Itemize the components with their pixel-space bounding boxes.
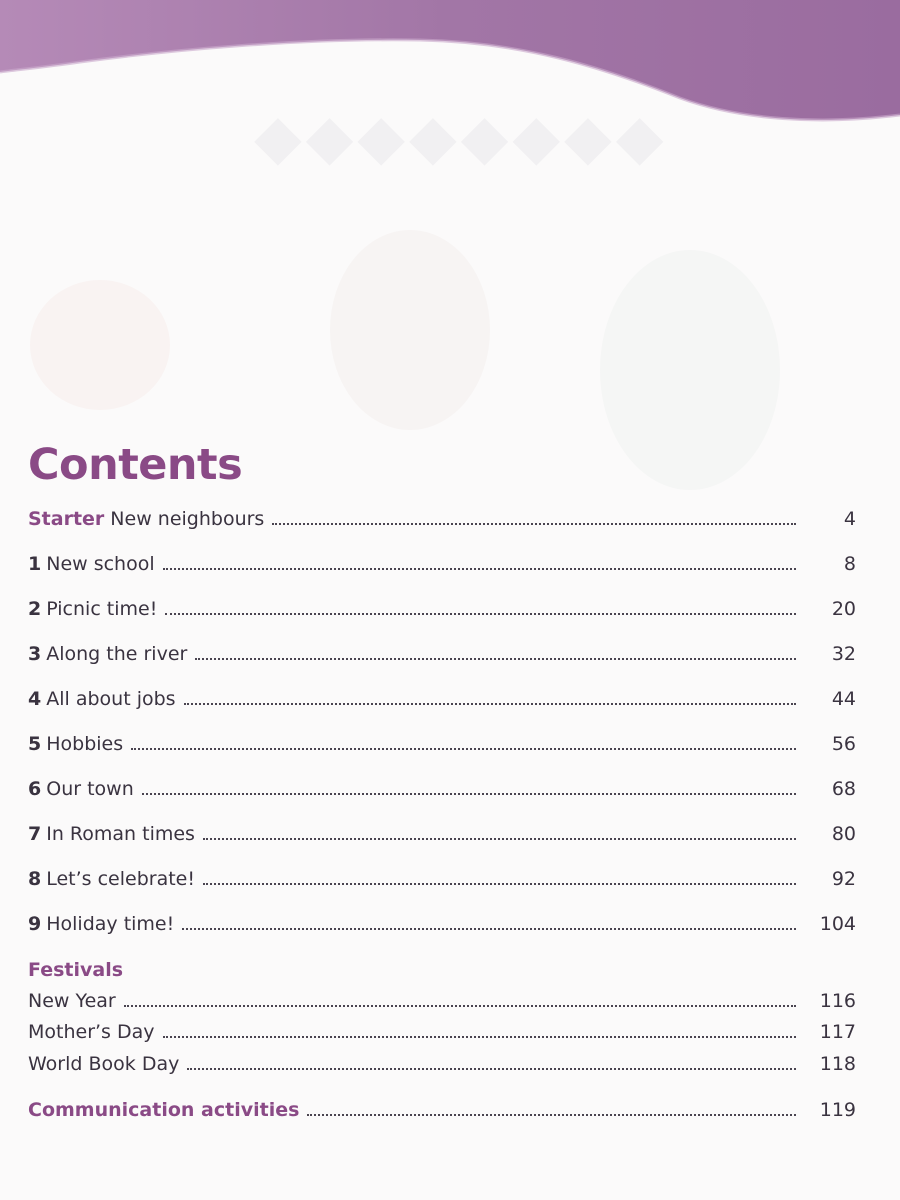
entry-title: All about jobs: [46, 688, 176, 710]
page-number: 117: [819, 1021, 856, 1043]
dot-leader: [163, 1036, 796, 1038]
dot-leader: [203, 883, 796, 885]
show-through-blob: [600, 250, 780, 490]
dot-leader: [272, 523, 796, 525]
page-number: 92: [831, 868, 856, 890]
page-number: 116: [819, 990, 856, 1012]
unit-number: 3: [28, 643, 42, 665]
toc-entry-unit[interactable]: [28, 778, 856, 800]
dot-leader: [184, 703, 796, 705]
entry-title: Along the river: [46, 643, 188, 665]
toc-entry-starter[interactable]: [28, 508, 856, 530]
page-title: Contents: [28, 440, 243, 490]
show-through-blob: [30, 280, 170, 410]
dot-leader: [307, 1114, 796, 1116]
page-number: 4: [843, 508, 856, 530]
page-number: 56: [831, 733, 856, 755]
page-number: 119: [819, 1099, 856, 1121]
toc-entry-festival[interactable]: [28, 990, 856, 1012]
unit-number: 5: [28, 733, 42, 755]
page-number: 20: [831, 598, 856, 620]
entry-title: New school: [46, 553, 155, 575]
show-through-artwork: ◆◆◆◆◆◆◆◆: [250, 100, 664, 173]
toc-entry-unit[interactable]: [28, 823, 856, 845]
unit-number: 9: [28, 913, 42, 935]
unit-number: 4: [28, 688, 42, 710]
entry-title: World Book Day: [28, 1053, 180, 1075]
dot-leader: [203, 838, 796, 840]
dot-leader: [187, 1068, 796, 1070]
show-through-blob: [330, 230, 490, 430]
toc-entry-unit[interactable]: [28, 598, 856, 620]
dot-leader: [165, 613, 796, 615]
entry-title: Communication activities: [28, 1099, 300, 1121]
entry-title: Picnic time!: [46, 598, 158, 620]
entry-title: Holiday time!: [46, 913, 175, 935]
unit-number: 6: [28, 778, 42, 800]
toc-entry-unit[interactable]: [28, 868, 856, 890]
dot-leader: [124, 1005, 796, 1007]
page-number: 118: [819, 1053, 856, 1075]
unit-number: 7: [28, 823, 42, 845]
toc-entry-unit[interactable]: [28, 688, 856, 710]
page-number: 44: [831, 688, 856, 710]
page-number: 68: [831, 778, 856, 800]
entry-title: Hobbies: [46, 733, 124, 755]
entry-title: Our town: [46, 778, 134, 800]
entry-title: New neighbours: [110, 508, 265, 530]
unit-number: 8: [28, 868, 42, 890]
starter-label: Starter: [28, 508, 105, 530]
dot-leader: [195, 658, 796, 660]
dot-leader: [142, 793, 796, 795]
toc-entry-unit[interactable]: [28, 733, 856, 755]
page-number: 32: [831, 643, 856, 665]
entry-title: Let’s celebrate!: [46, 868, 195, 890]
entry-title: Mother’s Day: [28, 1021, 155, 1043]
dot-leader: [131, 748, 796, 750]
page-number: 8: [843, 553, 856, 575]
toc-entry-unit[interactable]: [28, 913, 856, 935]
toc-entry-unit[interactable]: [28, 643, 856, 665]
toc-entry-festival[interactable]: [28, 1021, 856, 1043]
dot-leader: [182, 928, 796, 930]
toc-entry-unit[interactable]: [28, 553, 856, 575]
toc-entry-communication[interactable]: [28, 1099, 856, 1121]
entry-title: New Year: [28, 990, 116, 1012]
unit-number: 2: [28, 598, 42, 620]
page-number: 104: [819, 913, 856, 935]
toc-entry-festival[interactable]: [28, 1053, 856, 1075]
dot-leader: [163, 568, 796, 570]
entry-title: In Roman times: [46, 823, 195, 845]
unit-number: 1: [28, 553, 42, 575]
header-banner: [0, 0, 900, 130]
page-number: 80: [831, 823, 856, 845]
festivals-heading: Festivals: [28, 959, 124, 981]
